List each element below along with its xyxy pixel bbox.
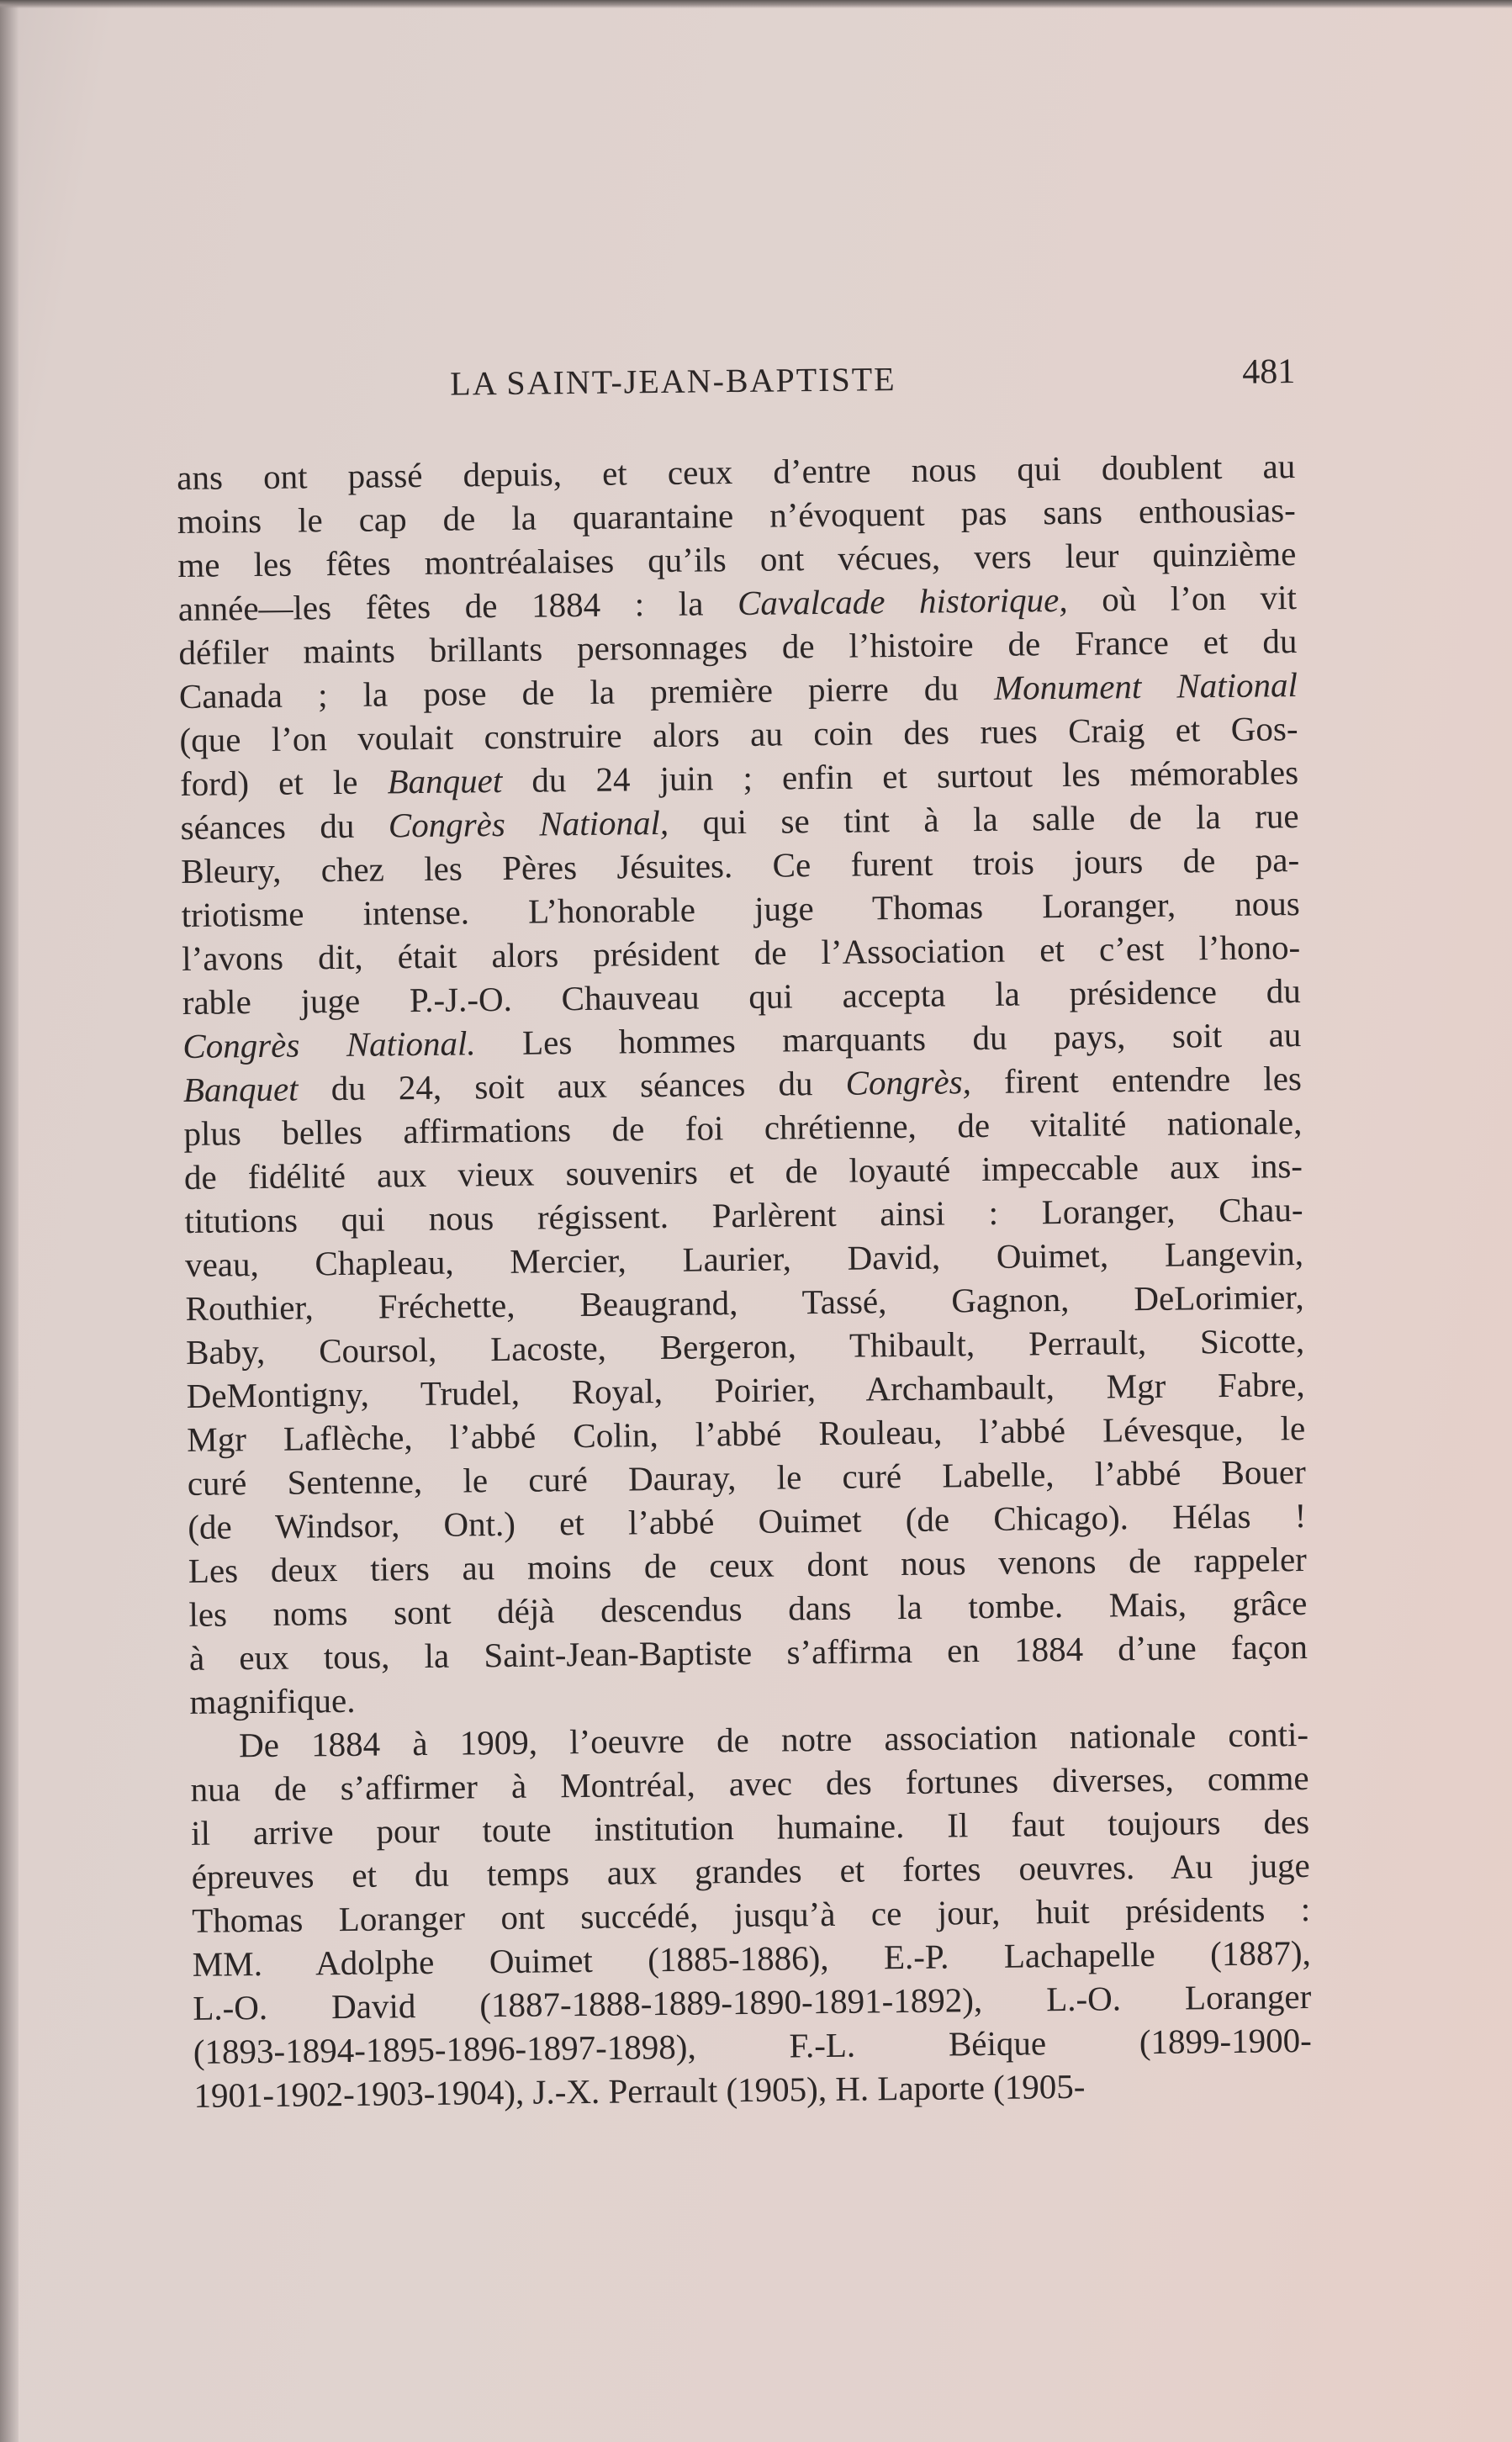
italic-title: Congrès,: [845, 1062, 972, 1102]
page-number: 481: [1241, 352, 1296, 392]
text-line: DeMontigny, Trudel, Royal, Poirier, Archambault, Mgr Fabre,: [186, 1365, 1305, 1415]
italic-title: Congrès National,: [388, 802, 669, 845]
paragraph-1: [177, 444, 1308, 1724]
paragraph-2: [190, 1712, 1313, 2117]
text-line: (de Windsor, Ont.) et l’abbé Ouimet (de Chicago). Hélas !: [188, 1496, 1307, 1546]
text-run: firent entendre les: [970, 1059, 1303, 1102]
text-line: il arrive pour toute institution humaine. Il faut toujours des: [190, 1801, 1310, 1853]
text-run: Canada ; la pose de la première pierre du: [178, 668, 995, 716]
text-run: du 24, soit aux séances du: [298, 1063, 846, 1108]
text-line: Les deux tiers au moins de ceux dont nous venons de rappeler: [188, 1540, 1308, 1590]
running-title: LA SAINT-JEAN-BAPTISTE: [450, 360, 896, 403]
text-line: les noms sont déjà descendus dans la tombe. Mais, grâce: [188, 1583, 1308, 1634]
italic-title: Banquet: [387, 760, 503, 801]
binding-shadow: [0, 0, 19, 2442]
text-line: de fidélité aux vieux souvenirs et de loyauté impeccable aux ins-: [183, 1146, 1303, 1197]
text-line: à eux tous, la Saint-Jean-Baptiste s’affirma en 1884 d’une façon: [188, 1626, 1308, 1678]
text-line: De 1884 à 1909, l’oeuvre de notre association nationale conti-: [238, 1714, 1309, 1765]
text-line: Routhier, Fréchette, Beaugrand, Tassé, Gagnon, DeLorimier,: [185, 1277, 1304, 1328]
text-line: (que l’on voulait construire alors au coin des rues Craig et Gos-: [179, 709, 1298, 759]
text-line: défiler maints brillants personnages de l’histoire de France et du: [178, 621, 1298, 672]
text-line: Mgr Laflèche, l’abbé Colin, l’abbé Rouleau, l’abbé Lévesque, le: [187, 1409, 1306, 1459]
text-run: du 24 juin ; enfin et surtout les mémorables: [501, 753, 1299, 800]
italic-title: Banquet: [182, 1069, 299, 1109]
text-line: magnifique.: [189, 1680, 356, 1721]
text-line: triotisme intense. L’honorable juge Thomas Loranger, nous: [181, 884, 1300, 934]
text-line: rable juge P.-J.-O. Chauveau qui accepta la présidence du: [182, 971, 1301, 1022]
text-line: titutions qui nous régissent. Parlèrent ainsi : Loranger, Chau-: [184, 1190, 1303, 1240]
text-line: L.-O. David (1887-1888-1889-1890-1891-1892), L.-O. Loranger: [193, 1976, 1312, 2027]
text-line: Thomas Loranger ont succédé, jusqu’à ce jour, huit présidents :: [192, 1889, 1311, 1940]
text-line: veau, Chapleau, Mercier, Laurier, David, Ouimet, Langevin,: [184, 1234, 1304, 1284]
text-line: moins le cap de la quarantaine n’évoquent pas sans enthousias-: [177, 490, 1296, 541]
text-line: plus belles affirmations de foi chrétienne, de vitalité nationale,: [183, 1102, 1303, 1153]
text-line: l’avons dit, était alors président de l’Association et c’est l’hono-: [182, 928, 1301, 978]
text-line: me les fêtes montréalaises qu’ils ont vécues, vers leur quinzième: [177, 534, 1297, 584]
text-run: qui se tint à la salle de la rue: [668, 796, 1299, 842]
text-line: MM. Adolphe Ouimet (1885-1886), E.-P. Lachapelle (1887),: [192, 1932, 1311, 1984]
text-run: ford) et le: [179, 762, 388, 803]
text-line: Bleury, chez les Pères Jésuites. Ce furent trois jours de pa-: [180, 840, 1300, 891]
text-line: (1893-1894-1895-1896-1897-1898), F.-L. Béique (1899-1900-: [193, 2020, 1313, 2071]
italic-title: Cavalcade historique,: [737, 579, 1068, 623]
text-body: [177, 444, 1313, 2117]
text-line: épreuves et du temps aux grandes et fortes oeuvres. Au juge: [191, 1845, 1310, 1896]
page-top-edge: [0, 0, 1512, 8]
italic-title: Congrès National.: [182, 1023, 476, 1065]
text-run: année—les fêtes de 1884 : la: [177, 584, 738, 628]
text-run: où l’on vit: [1067, 578, 1298, 619]
text-line: Baby, Coursol, Lacoste, Bergeron, Thibault, Perrault, Sicotte,: [185, 1321, 1305, 1372]
text-line: curé Sentenne, le curé Dauray, le curé Labelle, l’abbé Bouer: [187, 1452, 1306, 1503]
text-run: séances du: [180, 806, 389, 847]
text-line: nua de s’affirmer à Montréal, avec des fortunes diverses, comme: [190, 1758, 1309, 1809]
text-line: ans ont passé depuis, et ceux d’entre nous qui doublent au: [177, 447, 1296, 497]
text-line: 1901-1902-1903-1904), J.-X. Perrault (1905), H. Laporte (1905-: [193, 2066, 1086, 2115]
italic-title: Monument National: [993, 665, 1298, 707]
text-run: Les hommes marquants du pays, soit au: [475, 1015, 1302, 1063]
